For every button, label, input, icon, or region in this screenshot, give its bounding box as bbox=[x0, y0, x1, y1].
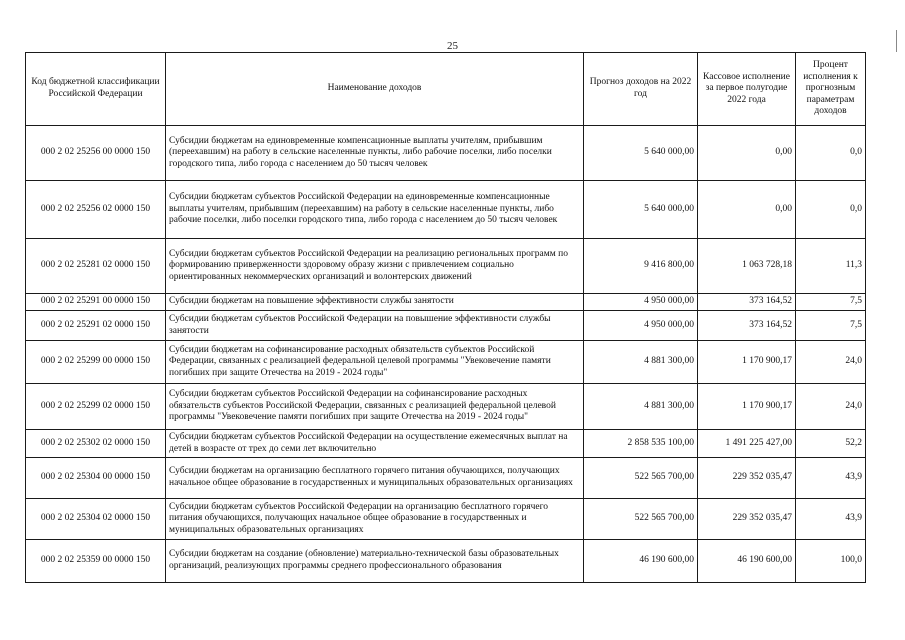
row-percent: 7,5 bbox=[796, 294, 866, 311]
row-forecast: 4 881 300,00 bbox=[584, 384, 698, 430]
row-code: 000 2 02 25359 00 0000 150 bbox=[26, 540, 166, 583]
table-row bbox=[26, 311, 866, 341]
row-cash: 229 352 035,47 bbox=[698, 499, 796, 540]
table-row bbox=[26, 540, 866, 583]
row-forecast: 5 640 000,00 bbox=[584, 126, 698, 181]
row-code: 000 2 02 25299 00 0000 150 bbox=[26, 341, 166, 384]
row-percent: 43,9 bbox=[796, 499, 866, 540]
row-forecast: 46 190 600,00 bbox=[584, 540, 698, 583]
row-cash: 0,00 bbox=[698, 181, 796, 239]
row-percent: 100,0 bbox=[796, 540, 866, 583]
row-forecast: 5 640 000,00 bbox=[584, 181, 698, 239]
table-row bbox=[26, 499, 866, 540]
table-row bbox=[26, 384, 866, 430]
header-percent: Процент исполнения к прогнозным параметрам доходов bbox=[796, 53, 866, 126]
row-code: 000 2 02 25281 02 0000 150 bbox=[26, 239, 166, 294]
row-name: Субсидии бюджетам субъектов Российской Федерации на организацию бесплатного горячего питания обучающихся, получающих начальное общее образование в государственных и муниципальных образовательных организациях bbox=[166, 499, 584, 540]
row-code: 000 2 02 25304 00 0000 150 bbox=[26, 458, 166, 499]
table-row bbox=[26, 294, 866, 311]
row-forecast: 2 858 535 100,00 bbox=[584, 430, 698, 458]
row-percent: 0,0 bbox=[796, 126, 866, 181]
row-percent: 0,0 bbox=[796, 181, 866, 239]
page-number: 25 bbox=[447, 40, 458, 52]
row-code: 000 2 02 25304 02 0000 150 bbox=[26, 499, 166, 540]
row-code: 000 2 02 25256 00 0000 150 bbox=[26, 126, 166, 181]
row-cash: 1 170 900,17 bbox=[698, 341, 796, 384]
table-row bbox=[26, 458, 866, 499]
row-cash: 373 164,52 bbox=[698, 311, 796, 341]
revenue-table bbox=[25, 52, 866, 583]
row-name: Субсидии бюджетам субъектов Российской Федерации на реализацию региональных программ по формированию приверженности здоровому образу жизни с привлечением социально ориентированных некоммерческих организаций и волонтерских движений bbox=[166, 239, 584, 294]
header-forecast: Прогноз доходов на 2022 год bbox=[584, 53, 698, 126]
row-percent: 52,2 bbox=[796, 430, 866, 458]
table-row bbox=[26, 341, 866, 384]
table-header-row bbox=[26, 53, 866, 126]
table-row bbox=[26, 181, 866, 239]
row-forecast: 4 950 000,00 bbox=[584, 311, 698, 341]
row-name: Субсидии бюджетам на создание (обновление) материально-технической базы образовательных организаций, реализующих программы среднего профессионального образования bbox=[166, 540, 584, 583]
row-code: 000 2 02 25302 02 0000 150 bbox=[26, 430, 166, 458]
row-percent: 11,3 bbox=[796, 239, 866, 294]
row-name: Субсидии бюджетам субъектов Российской Федерации на повышение эффективности службы занятости bbox=[166, 311, 584, 341]
row-name: Субсидии бюджетам на организацию бесплатного горячего питания обучающихся, получающих начальное общее образование в государственных и муниципальных образовательных организациях bbox=[166, 458, 584, 499]
margin-mark bbox=[896, 30, 897, 52]
row-forecast: 4 950 000,00 bbox=[584, 294, 698, 311]
header-name: Наименование доходов bbox=[166, 53, 584, 126]
header-code: Код бюджетной классификации Российской Федерации bbox=[26, 53, 166, 126]
row-cash: 1 063 728,18 bbox=[698, 239, 796, 294]
table-row bbox=[26, 239, 866, 294]
row-forecast: 522 565 700,00 bbox=[584, 458, 698, 499]
row-cash: 46 190 600,00 bbox=[698, 540, 796, 583]
row-code: 000 2 02 25299 02 0000 150 bbox=[26, 384, 166, 430]
row-code: 000 2 02 25291 02 0000 150 bbox=[26, 311, 166, 341]
row-forecast: 522 565 700,00 bbox=[584, 499, 698, 540]
row-cash: 1 491 225 427,00 bbox=[698, 430, 796, 458]
row-cash: 1 170 900,17 bbox=[698, 384, 796, 430]
row-cash: 229 352 035,47 bbox=[698, 458, 796, 499]
row-forecast: 9 416 800,00 bbox=[584, 239, 698, 294]
row-name: Субсидии бюджетам субъектов Российской Федерации на единовременные компенсационные выплаты учителям, прибывшим (переехавшим) на работу в сельские населенные пункты, либо рабочие поселки, либо поселки городского типа, либо города с населением до 50 тысяч человек bbox=[166, 181, 584, 239]
row-name: Субсидии бюджетам субъектов Российской Федерации на софинансирование расходных обязательств субъектов Российской Федерации, связанных с реализацией федеральной целевой программы "Увековечение памяти погибших при защите Отечества на 2019 - 2024 годы" bbox=[166, 384, 584, 430]
row-percent: 24,0 bbox=[796, 341, 866, 384]
row-code: 000 2 02 25256 02 0000 150 bbox=[26, 181, 166, 239]
header-cash: Кассовое исполнение за первое полугодие 2022 года bbox=[698, 53, 796, 126]
row-percent: 24,0 bbox=[796, 384, 866, 430]
row-forecast: 4 881 300,00 bbox=[584, 341, 698, 384]
row-code: 000 2 02 25291 00 0000 150 bbox=[26, 294, 166, 311]
row-name: Субсидии бюджетам на софинансирование расходных обязательств субъектов Российской Федерации, связанных с реализацией федеральной целевой программы "Увековечение памяти погибших при защите Отечества на 2019 - 2024 годы" bbox=[166, 341, 584, 384]
table-row bbox=[26, 126, 866, 181]
row-cash: 373 164,52 bbox=[698, 294, 796, 311]
row-name: Субсидии бюджетам на повышение эффективности службы занятости bbox=[166, 294, 584, 311]
row-percent: 7,5 bbox=[796, 311, 866, 341]
row-percent: 43,9 bbox=[796, 458, 866, 499]
row-cash: 0,00 bbox=[698, 126, 796, 181]
table-row bbox=[26, 430, 866, 458]
row-name: Субсидии бюджетам субъектов Российской Федерации на осуществление ежемесячных выплат на детей в возрасте от трех до семи лет включительно bbox=[166, 430, 584, 458]
row-name: Субсидии бюджетам на единовременные компенсационные выплаты учителям, прибывшим (переехавшим) на работу в сельские населенные пункты, либо рабочие поселки, либо поселки городского типа, либо города с населением до 50 тысяч человек bbox=[166, 126, 584, 181]
